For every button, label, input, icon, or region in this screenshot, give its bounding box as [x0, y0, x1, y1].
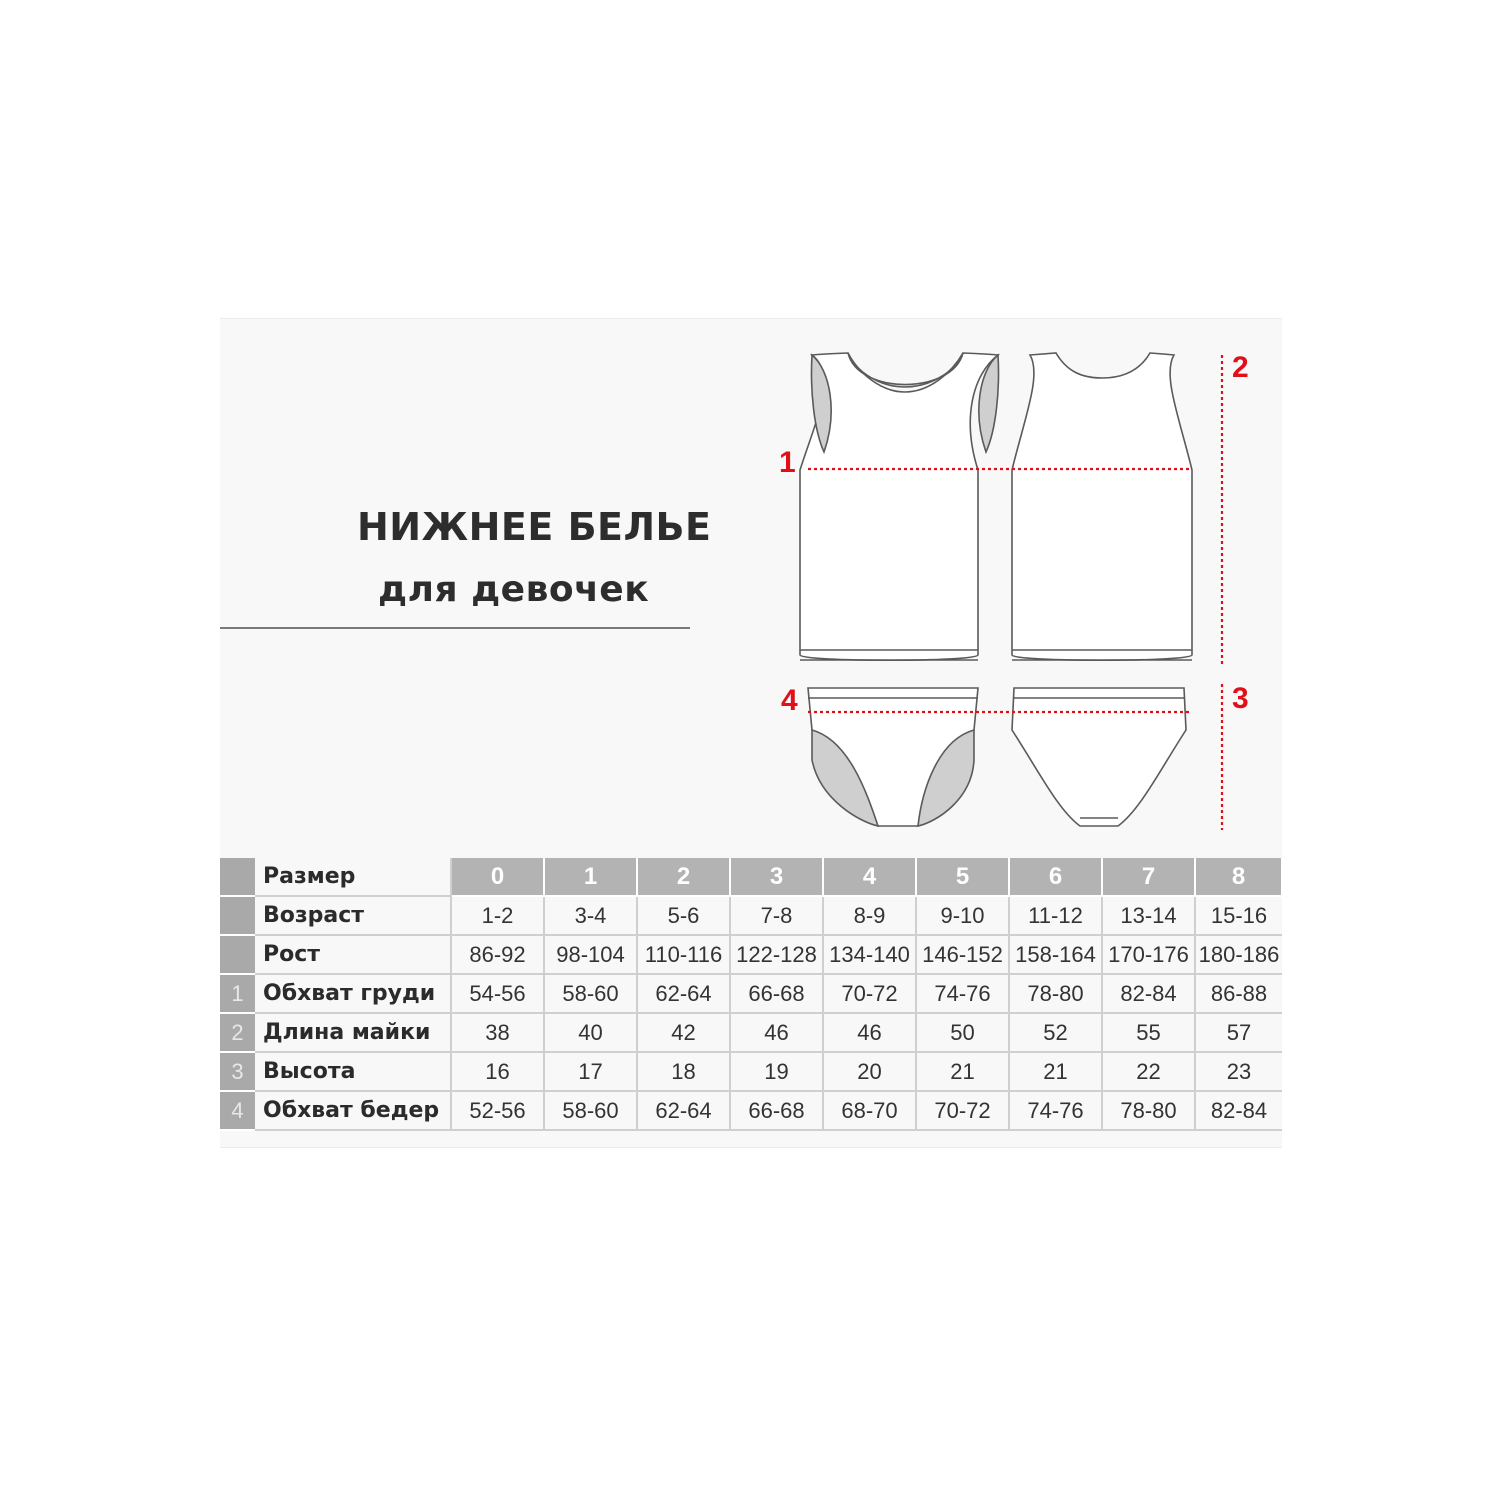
- briefs-front-illustration: [808, 688, 978, 826]
- table-cell: 55: [1102, 1013, 1195, 1052]
- table-cell: 20: [823, 1052, 916, 1091]
- size-header-cell: 2: [637, 858, 730, 896]
- size-header-cell: 4: [823, 858, 916, 896]
- table-cell: 7-8: [730, 896, 823, 935]
- size-header-cell: 8: [1195, 858, 1282, 896]
- size-header-cell: 3: [730, 858, 823, 896]
- table-cell: 18: [637, 1052, 730, 1091]
- table-cell: 46: [823, 1013, 916, 1052]
- table-cell: 158-164: [1009, 935, 1102, 974]
- size-header-cell: 0: [451, 858, 544, 896]
- row-label: Рост: [255, 935, 451, 974]
- table-cell: 70-72: [916, 1091, 1009, 1130]
- row-index-cell: 3: [220, 1052, 255, 1091]
- row-label: Длина майки: [255, 1013, 451, 1052]
- measurement-row: [220, 935, 1282, 974]
- table-cell: 82-84: [1195, 1091, 1282, 1130]
- row-index-cell: [220, 896, 255, 935]
- table-cell: 3-4: [544, 896, 637, 935]
- tank-top-front-illustration: [800, 353, 999, 660]
- table-cell: 1-2: [451, 896, 544, 935]
- table-cell: 15-16: [1195, 896, 1282, 935]
- marker-4: 4: [781, 684, 798, 717]
- table-cell: 8-9: [823, 896, 916, 935]
- table-cell: 21: [1009, 1052, 1102, 1091]
- table-cell: 134-140: [823, 935, 916, 974]
- table-cell: 68-70: [823, 1091, 916, 1130]
- table-cell: 86-88: [1195, 974, 1282, 1013]
- measurement-row: [220, 1052, 1282, 1091]
- table-cell: 13-14: [1102, 896, 1195, 935]
- table-cell: 5-6: [637, 896, 730, 935]
- marker-3: 3: [1232, 682, 1249, 715]
- size-header-label: Размер: [255, 858, 451, 896]
- measurement-row: [220, 896, 1282, 935]
- tank-top-back-illustration: [1012, 353, 1192, 660]
- table-cell: 66-68: [730, 1091, 823, 1130]
- table-cell: 9-10: [916, 896, 1009, 935]
- table-cell: 110-116: [637, 935, 730, 974]
- table-cell: 23: [1195, 1052, 1282, 1091]
- table-cell: 22: [1102, 1052, 1195, 1091]
- row-label: Высота: [255, 1052, 451, 1091]
- table-cell: 78-80: [1102, 1091, 1195, 1130]
- size-header-row: [220, 858, 1282, 896]
- table-cell: 52: [1009, 1013, 1102, 1052]
- table-cell: 11-12: [1009, 896, 1102, 935]
- size-header-cell: 5: [916, 858, 1009, 896]
- row-label: Возраст: [255, 896, 451, 935]
- briefs-back-illustration: [1012, 688, 1186, 826]
- table-cell: 17: [544, 1052, 637, 1091]
- measurement-row: [220, 974, 1282, 1013]
- marker-1: 1: [779, 446, 796, 479]
- size-table: [220, 858, 1283, 1131]
- table-cell: 19: [730, 1052, 823, 1091]
- row-index-cell: [220, 935, 255, 974]
- size-header-cell: 1: [544, 858, 637, 896]
- table-cell: 50: [916, 1013, 1009, 1052]
- table-cell: 21: [916, 1052, 1009, 1091]
- row-index-cell: 4: [220, 1091, 255, 1130]
- row-index-cell: [220, 858, 255, 896]
- table-cell: 66-68: [730, 974, 823, 1013]
- row-label: Обхват бедер: [255, 1091, 451, 1130]
- size-header-cell: 7: [1102, 858, 1195, 896]
- table-cell: 40: [544, 1013, 637, 1052]
- table-cell: 46: [730, 1013, 823, 1052]
- page-title: НИЖНЕЕ БЕЛЬЕ: [357, 505, 712, 549]
- measurement-row: [220, 1013, 1282, 1052]
- row-index-cell: 1: [220, 974, 255, 1013]
- table-cell: 122-128: [730, 935, 823, 974]
- table-cell: 54-56: [451, 974, 544, 1013]
- row-label: Обхват груди: [255, 974, 451, 1013]
- row-index-cell: 2: [220, 1013, 255, 1052]
- table-cell: 180-186: [1195, 935, 1282, 974]
- table-cell: 74-76: [916, 974, 1009, 1013]
- table-cell: 146-152: [916, 935, 1009, 974]
- table-cell: 86-92: [451, 935, 544, 974]
- table-cell: 62-64: [637, 974, 730, 1013]
- table-cell: 16: [451, 1052, 544, 1091]
- size-header-cell: 6: [1009, 858, 1102, 896]
- measurement-row: [220, 1091, 1282, 1130]
- table-cell: 62-64: [637, 1091, 730, 1130]
- table-cell: 82-84: [1102, 974, 1195, 1013]
- table-cell: 58-60: [544, 974, 637, 1013]
- table-cell: 70-72: [823, 974, 916, 1013]
- table-cell: 74-76: [1009, 1091, 1102, 1130]
- table-cell: 57: [1195, 1013, 1282, 1052]
- marker-2: 2: [1232, 351, 1249, 384]
- table-cell: 98-104: [544, 935, 637, 974]
- table-cell: 52-56: [451, 1091, 544, 1130]
- table-cell: 170-176: [1102, 935, 1195, 974]
- table-cell: 58-60: [544, 1091, 637, 1130]
- table-cell: 78-80: [1009, 974, 1102, 1013]
- page-subtitle: для девочек: [378, 569, 650, 610]
- table-cell: 38: [451, 1013, 544, 1052]
- table-cell: 42: [637, 1013, 730, 1052]
